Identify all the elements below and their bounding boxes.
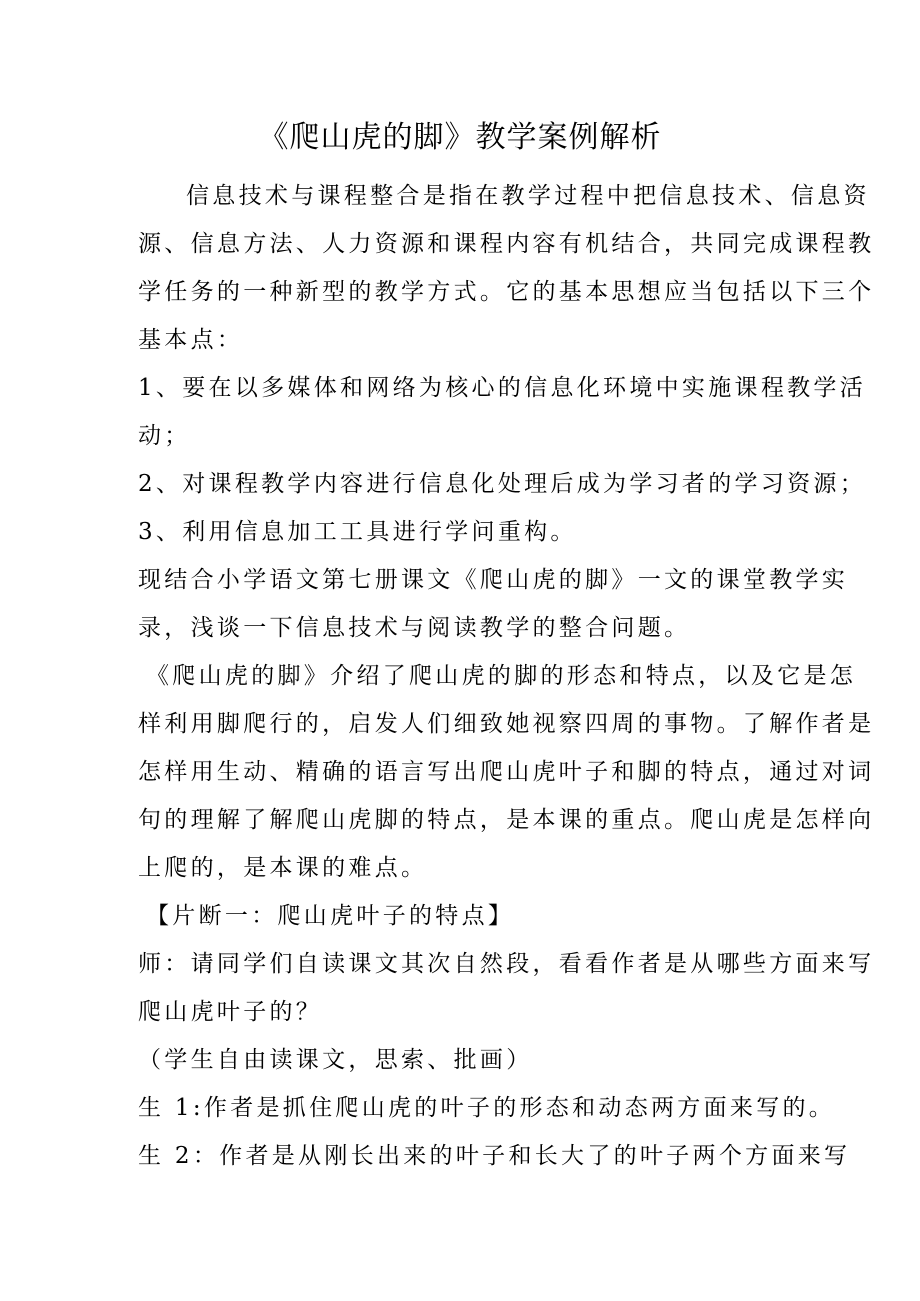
dialogue-line: 师：请同学们自读课文其次自然段，看看作者是从哪些方面来写 <box>138 951 875 977</box>
paragraph-line: 句的理解了解爬山虎脚的特点，是本课的重点。爬山虎是怎样向 <box>138 807 875 833</box>
paragraph-line: 源、信息方法、人力资源和课程内容有机结合，共同完成课程教 <box>138 231 875 257</box>
paragraph-line: 样利用脚爬行的，启发人们细致她视察四周的事物。了解作者是 <box>138 711 875 737</box>
paragraph-line: 怎样用生动、精确的语言写出爬山虎叶子和脚的特点，通过对词 <box>138 759 875 785</box>
dialogue-line: 生 1:作者是抓住爬山虎的叶子的形态和动态两方面来写的。 <box>138 1095 836 1121</box>
section-heading: 【片断一：爬山虎叶子的特点】 <box>146 903 515 929</box>
document-title: 《爬山虎的脚》教学案例解析 <box>258 120 662 155</box>
stage-note: （学生自由读课文，思索、批画） <box>138 1047 533 1073</box>
paragraph-line: 信息技术与课程整合是指在教学过程中把信息技术、信息资 <box>186 183 870 209</box>
list-item-line: 2、对课程教学内容进行信息化处理后成为学习者的学习资源； <box>138 471 867 497</box>
list-item-line: 3、利用信息加工工具进行学问重构。 <box>138 519 577 545</box>
list-item-line: 1、要在以多媒体和网络为核心的信息化环境中实施课程教学活 <box>138 375 867 401</box>
paragraph-line: 学任务的一种新型的教学方式。它的基本思想应当包括以下三个 <box>138 279 875 305</box>
paragraph-line: 《爬山虎的脚》介绍了爬山虎的脚的形态和特点，以及它是怎 <box>146 663 857 689</box>
paragraph-line: 现结合小学语文第七册课文《爬山虎的脚》一文的课堂教学实 <box>138 567 849 593</box>
dialogue-line: 爬山虎叶子的？ <box>138 999 323 1025</box>
paragraph-line: 录，浅谈一下信息技术与阅读教学的整合问题。 <box>138 615 691 641</box>
list-item-line: 动； <box>138 423 191 449</box>
dialogue-line: 生 2：作者是从刚长出来的叶子和长大了的叶子两个方面来写 <box>138 1143 851 1169</box>
paragraph-line: 上爬的，是本课的难点。 <box>138 855 428 881</box>
paragraph-line: 基本点： <box>138 327 244 353</box>
